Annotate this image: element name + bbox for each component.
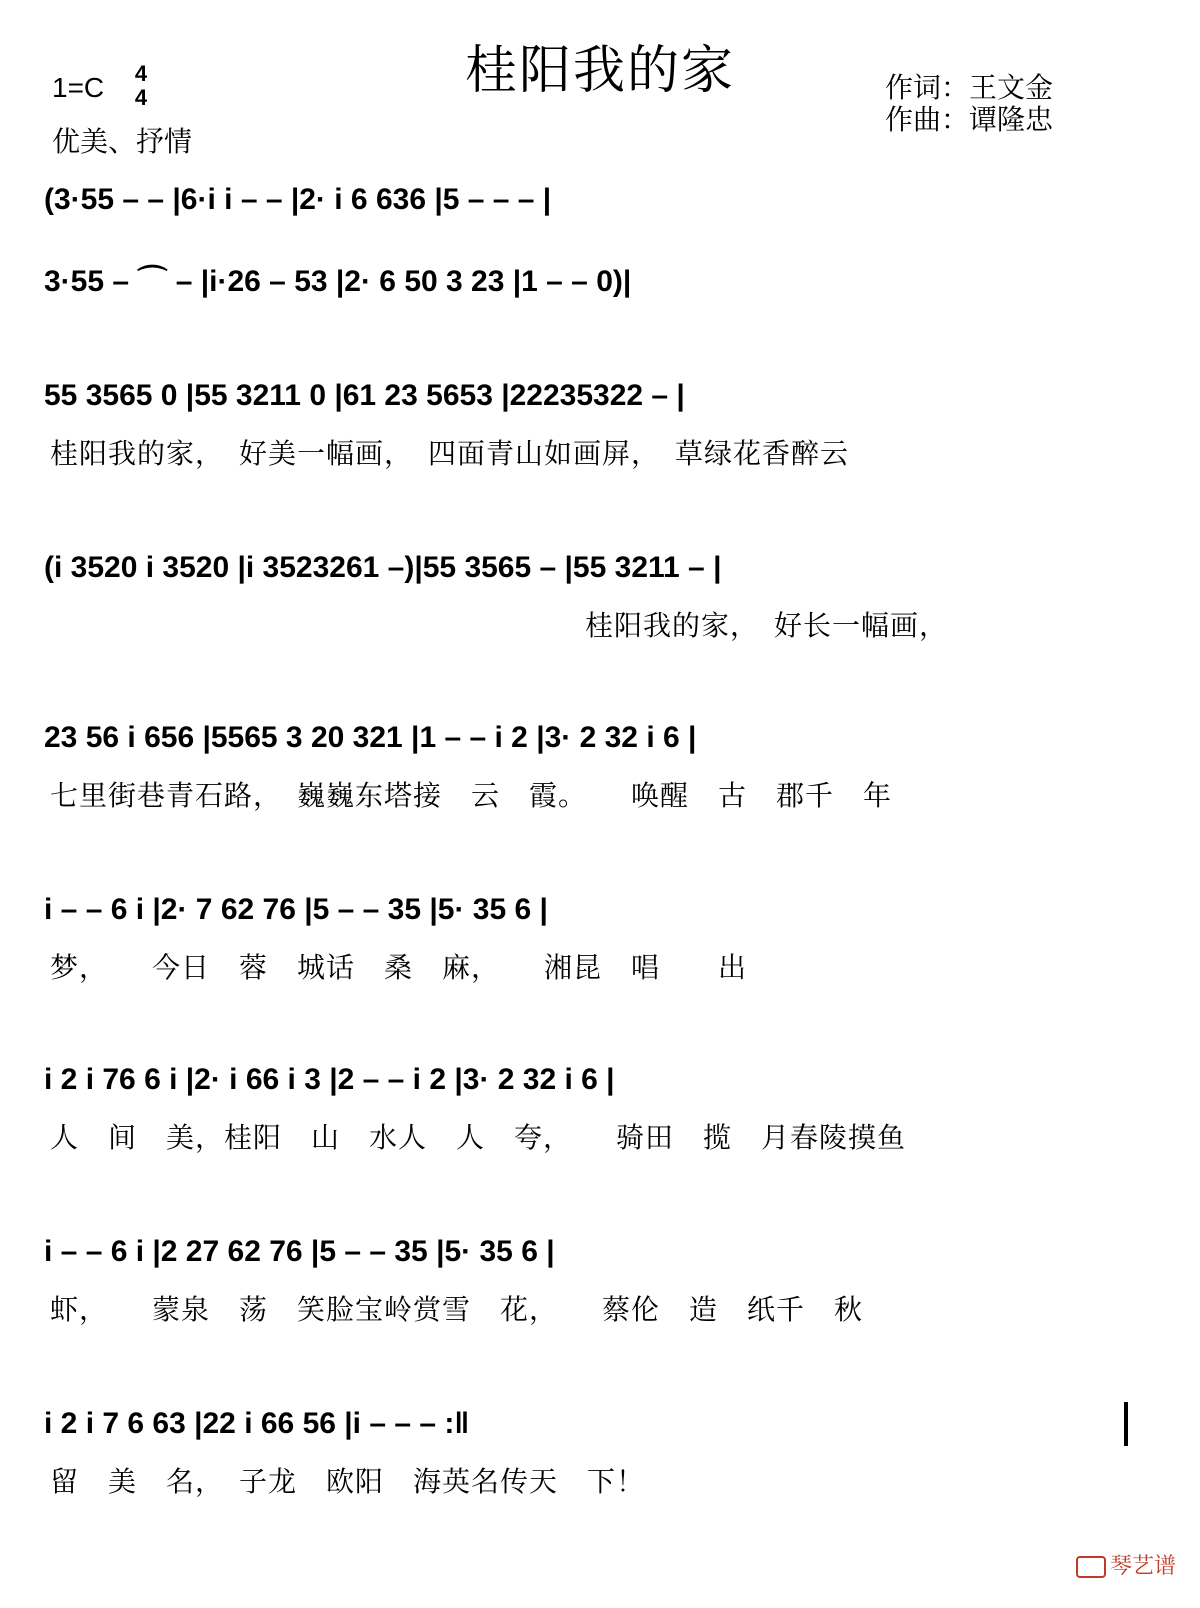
notation-row: i – – 6 i |2 27 62 76 |5 – – 35 |5· 35 6 | [44, 1235, 555, 1268]
notation-row: i – – 6 i |2· 7 62 76 |5 – – 35 |5· 35 6 | [44, 893, 548, 926]
notation-row: 23 56 i 656 |5565 3 20 321 |1 – – i 2 |3· 2 32 i 6 | [44, 721, 697, 754]
lyrics-row: 人 间 美，桂阳 山 水人 人 夸， 骑田 揽 月春陵摸鱼 [50, 1121, 907, 1154]
tempo-marking: 优美、抒情 [52, 125, 193, 158]
key-signature: 1=C [52, 72, 105, 103]
time-signature-bottom: 4 [134, 85, 148, 110]
lyrics-row: 虾， 蒙泉 荡 笑脸宝岭赏雪 花， 蔡伦 造 纸千 秋 [50, 1293, 864, 1326]
song-title: 桂阳我的家 [464, 41, 735, 101]
notation-row: 55 3565 0 |55 3211 0 |61 23 5653 |22235322 – | [44, 379, 685, 412]
notation-row: (3·55 – – |6·i i – – |2· i 6 636 |5 – – – | [44, 183, 552, 216]
lyrics-row: 桂阳我的家， 好长一幅画， [585, 609, 949, 642]
lyrics-row: 留 美 名， 子龙 欧阳 海英名传天 下！ [50, 1465, 646, 1498]
watermark-text: 琴艺谱 [1109, 1554, 1176, 1579]
lyrics-row: 桂阳我的家， 好美一幅画， 四面青山如画屏， 草绿花香醉云 [50, 437, 850, 470]
composer-credit: 作曲：谭隆忠 [885, 103, 1054, 136]
lyrics-row: 七里街巷青石路， 巍巍东塔接 云 霞。 唤醒 古 郡千 年 [50, 779, 893, 812]
logo-icon [1076, 1556, 1106, 1578]
lyricist-credit: 作词：王文金 [885, 71, 1054, 104]
notation-row: (i 3520 i 3520 |i 3523261 –)|55 3565 – |55 3211 – | [44, 551, 722, 584]
notation-row: 3·55 – ⌒ – |i·26 – 53 |2· 6 50 3 23 |1 – – 0)| [44, 265, 632, 298]
time-signature [132, 62, 150, 110]
final-barline [1124, 1402, 1128, 1446]
lyrics-row: 梦， 今日 蓉 城话 桑 麻， 湘昆 唱 出 [50, 951, 748, 984]
notation-row: i 2 i 76 6 i |2· i 66 i 3 |2 – – i 2 |3· 2 32 i 6 | [44, 1063, 615, 1096]
notation-row: i 2 i 7 6 63 |22 i 66 56 |i – – – :‖ [44, 1407, 470, 1440]
watermark [1076, 1549, 1176, 1580]
time-signature-top: 4 [134, 61, 148, 86]
